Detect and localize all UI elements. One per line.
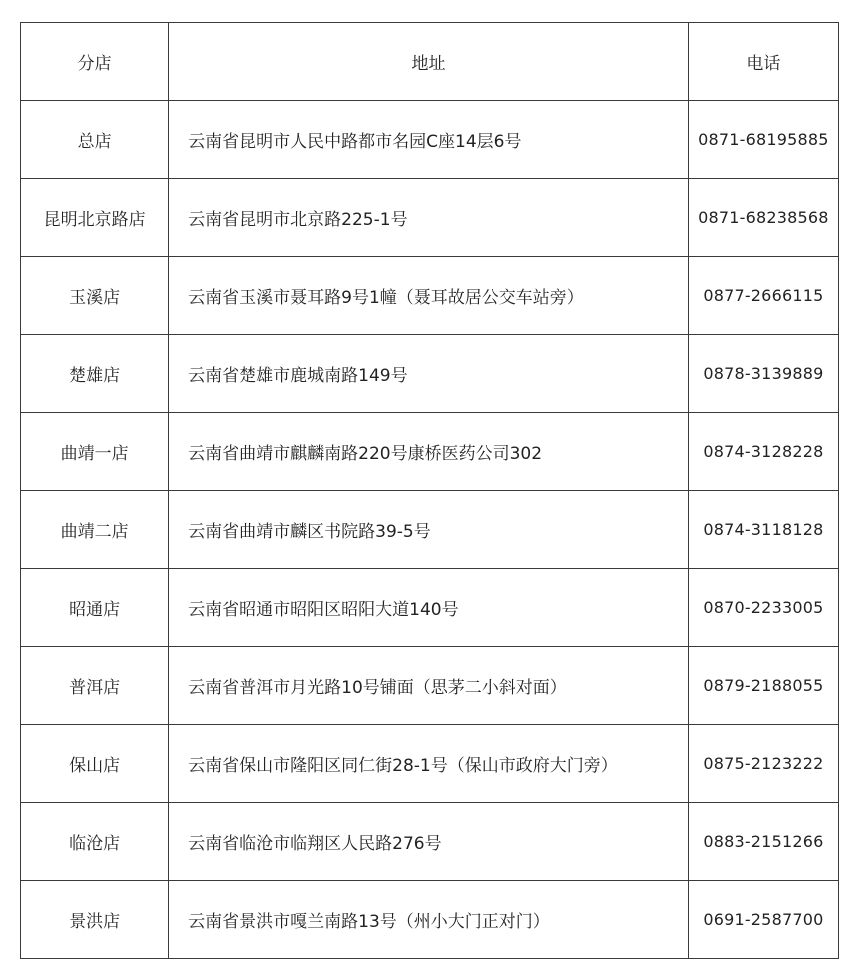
table-row [21,725,839,803]
store-phone: 0871-68238568 [688,179,838,257]
table-row [21,491,839,569]
store-address: 云南省曲靖市麒麟南路220号康桥医药公司302 [169,413,689,491]
store-phone: 0871-68195885 [688,101,838,179]
table-row [21,881,839,959]
store-name: 玉溪店 [21,257,169,335]
store-address: 云南省昆明市人民中路都市名园C座14层6号 [169,101,689,179]
store-address: 云南省临沧市临翔区人民路276号 [169,803,689,881]
store-name: 曲靖二店 [21,491,169,569]
table-row [21,647,839,725]
table-row [21,335,839,413]
header-address: 地址 [169,23,689,101]
store-phone: 0875-2123222 [688,725,838,803]
store-name: 保山店 [21,725,169,803]
store-phone: 0879-2188055 [688,647,838,725]
header-phone: 电话 [688,23,838,101]
store-address: 云南省玉溪市聂耳路9号1幢（聂耳故居公交车站旁） [169,257,689,335]
store-name: 总店 [21,101,169,179]
store-address: 云南省普洱市月光路10号铺面（思茅二小斜对面） [169,647,689,725]
table-row [21,413,839,491]
store-phone: 0691-2587700 [688,881,838,959]
table-header-row [21,23,839,101]
store-name: 临沧店 [21,803,169,881]
store-phone: 0874-3118128 [688,491,838,569]
store-name: 景洪店 [21,881,169,959]
table-row [21,179,839,257]
store-address: 云南省曲靖市麟区书院路39-5号 [169,491,689,569]
store-name: 楚雄店 [21,335,169,413]
table-row [21,101,839,179]
table-row [21,257,839,335]
table-row [21,803,839,881]
store-address: 云南省保山市隆阳区同仁街28-1号（保山市政府大门旁） [169,725,689,803]
header-name: 分店 [21,23,169,101]
store-name: 曲靖一店 [21,413,169,491]
store-name: 昭通店 [21,569,169,647]
store-phone: 0870-2233005 [688,569,838,647]
store-name: 普洱店 [21,647,169,725]
store-address: 云南省昭通市昭阳区昭阳大道140号 [169,569,689,647]
table-row [21,569,839,647]
store-address: 云南省楚雄市鹿城南路149号 [169,335,689,413]
store-address: 云南省昆明市北京路225-1号 [169,179,689,257]
store-phone: 0878-3139889 [688,335,838,413]
store-phone: 0874-3128228 [688,413,838,491]
store-table [20,22,839,959]
store-address: 云南省景洪市嘎兰南路13号（州小大门正对门） [169,881,689,959]
store-name: 昆明北京路店 [21,179,169,257]
store-phone: 0877-2666115 [688,257,838,335]
store-phone: 0883-2151266 [688,803,838,881]
